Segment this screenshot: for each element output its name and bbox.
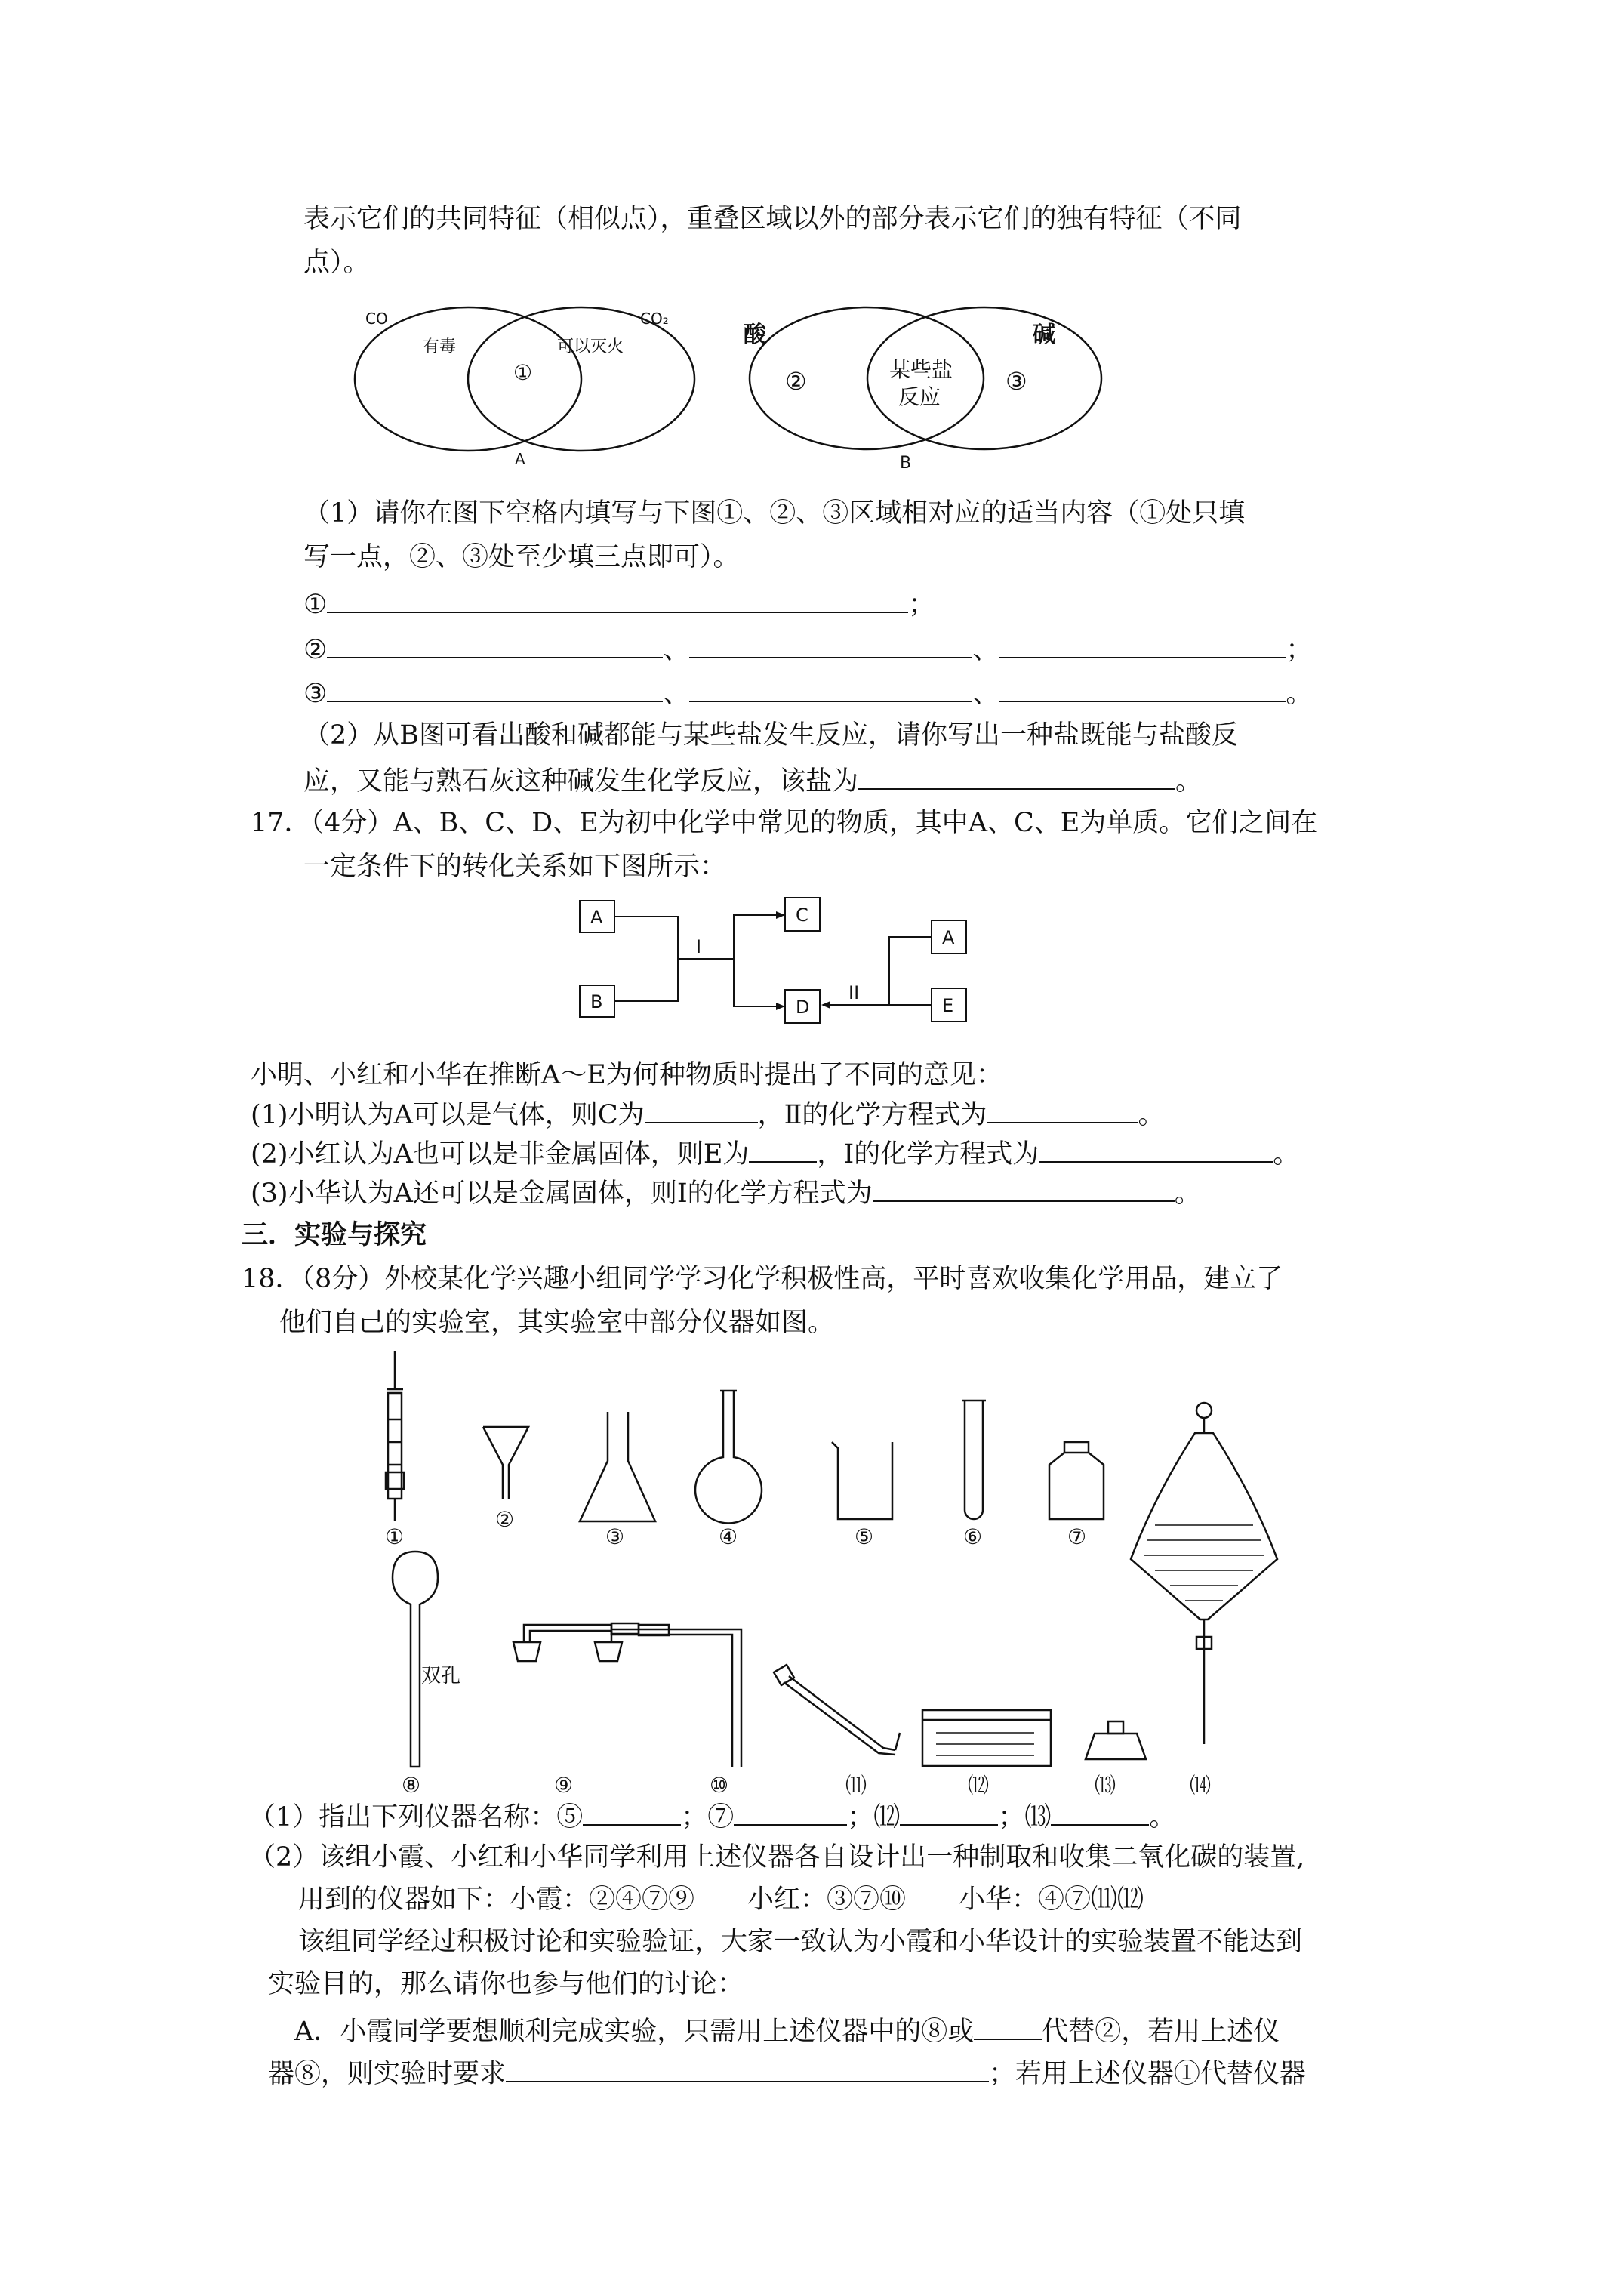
- q16-2-line-1: （2）从B图可看出酸和碱都能与某些盐发生反应，请你写出一种盐既能与盐酸反: [303, 720, 1238, 750]
- row-3-sep-1: 、: [663, 679, 690, 709]
- double-hole-stopper-icon: [513, 1623, 741, 1767]
- blank-7[interactable]: [734, 1798, 847, 1826]
- s3-end: 。: [1174, 1179, 1201, 1209]
- blank-eq2[interactable]: [987, 1096, 1138, 1123]
- answer-row-2: [303, 631, 1312, 667]
- label-4: ④: [719, 1524, 738, 1549]
- label-12: ⑿: [968, 1773, 990, 1798]
- box-a: A: [590, 907, 603, 928]
- q17-s2: [251, 1136, 1299, 1171]
- box-a2: A: [942, 927, 955, 948]
- p1-pre: （1）指出下列仪器名称：⑤: [249, 1802, 584, 1832]
- venn-b-center-1: 某些盐: [889, 357, 953, 382]
- conical-flask-icon: [580, 1412, 655, 1521]
- blank-1[interactable]: [327, 586, 908, 613]
- q17-intro: 小明、小红和小华在推断A～E为何种物质时提出了不同的意见：: [251, 1060, 1002, 1090]
- blank-2c[interactable]: [999, 631, 1286, 658]
- blank-5[interactable]: [583, 1798, 681, 1826]
- blank-e[interactable]: [749, 1136, 817, 1163]
- section-3-title: 三．实验与探究: [242, 1219, 427, 1250]
- thistle-funnel-icon: [393, 1552, 438, 1767]
- q16-1-line-1: （1）请你在图下空格内填写与下图①、②、③区域相对应的适当内容（①处只填: [303, 498, 1246, 529]
- label-14: ⒁: [1190, 1773, 1212, 1798]
- funnel-icon: [483, 1427, 528, 1499]
- label-9: ⑨: [554, 1773, 574, 1798]
- row-2-sep-2: 、: [972, 635, 999, 665]
- blank-salt[interactable]: [858, 763, 1175, 790]
- answer-row-3: [303, 675, 1312, 710]
- venn-a-left-text: 有毒: [423, 337, 457, 356]
- label-shuangkong: 双孔: [421, 1665, 461, 1687]
- row-3-label: ③: [303, 679, 328, 709]
- label-5: ⑤: [855, 1524, 874, 1549]
- blank-2a[interactable]: [327, 631, 663, 658]
- q17-reaction-diagram: [574, 887, 996, 1046]
- venn-b-left-num: ②: [785, 367, 807, 396]
- venn-b: [744, 307, 1101, 473]
- row-3-end: 。: [1286, 679, 1313, 709]
- s1-pre: (1)小明认为A可以是气体，则C为: [251, 1100, 645, 1130]
- label-2: ②: [495, 1507, 515, 1532]
- blank-12[interactable]: [900, 1798, 998, 1826]
- q16-2-line-2-end: 。: [1175, 766, 1203, 797]
- gas-bottle-icon: [1049, 1442, 1104, 1519]
- venn-a: [355, 307, 694, 468]
- q18-line-2: 他们自己的实验室，其实验室中部分仪器如图。: [279, 1308, 835, 1338]
- q16-2-line-2: [303, 763, 1202, 798]
- blank-eq1[interactable]: [1039, 1136, 1273, 1163]
- blank-3a[interactable]: [327, 675, 663, 702]
- s2-mid: ，Ⅰ的化学方程式为: [817, 1139, 1039, 1170]
- blank-3c[interactable]: [999, 675, 1286, 702]
- row-2-end: ；: [1286, 635, 1313, 665]
- blank-requirement[interactable]: [506, 2055, 989, 2082]
- venn-a-center: ①: [513, 360, 533, 385]
- delivery-tube-icon: [774, 1665, 900, 1755]
- blank-3b[interactable]: [689, 675, 972, 702]
- answer-row-1: [303, 586, 935, 621]
- q16-2-line-2-text: 应，又能与熟石灰这种碱发生化学反应，该盐为: [303, 766, 859, 797]
- blank-eq3[interactable]: [873, 1175, 1175, 1202]
- intro-line-1: 表示它们的共同特征（相似点），重叠区域以外的部分表示它们的独有特征（不同: [303, 204, 1242, 234]
- alcohol-lamp-icon: [1086, 1721, 1146, 1759]
- pa-line-2-end: ；若用上述仪器①代替仪器: [989, 2059, 1307, 2089]
- box-b: B: [590, 991, 603, 1012]
- row-2-sep-1: 、: [663, 635, 690, 665]
- q18-p3-line-1: 该组同学经过积极讨论和实验验证，大家一致认为小霞和小华设计的实验装置不能达到: [298, 1927, 1303, 1957]
- label-10: ⑩: [710, 1773, 729, 1798]
- row-1-end: ；: [908, 590, 935, 620]
- q17-line-2: 一定条件下的转化关系如下图所示：: [303, 852, 727, 882]
- box-c: C: [796, 905, 808, 926]
- apparatus-figure: [355, 1351, 1253, 1798]
- q16-1-line-2: 写一点，②、③处至少填三点即可）。: [303, 542, 740, 572]
- beaker-icon: [832, 1442, 892, 1519]
- venn-a-right-label: CO₂: [640, 310, 669, 328]
- venn-b-right-label: 碱: [1033, 322, 1055, 348]
- blank-2b[interactable]: [689, 631, 972, 658]
- q18-p1: [249, 1798, 1175, 1834]
- pa-line-1-pre: A．小霞同学要想顺利完成实验，只需用上述仪器中的⑧或: [294, 2017, 975, 2047]
- blank-replace[interactable]: [974, 2013, 1042, 2040]
- s2-end: 。: [1273, 1139, 1300, 1170]
- p1-b: ；⑿: [847, 1802, 901, 1832]
- venn-a-left-label: CO: [365, 310, 388, 328]
- box-d: D: [796, 997, 810, 1018]
- p1-a: ；⑦: [681, 1802, 735, 1832]
- blank-13[interactable]: [1051, 1798, 1149, 1826]
- box-e: E: [942, 995, 954, 1016]
- q18-p2-line-1: （2）该组小霞、小红和小华同学利用上述仪器各自设计出一种制取和收集二氧化碳的装置,: [249, 1842, 1305, 1872]
- label-13: ⒀: [1095, 1773, 1116, 1798]
- q17-s3: [251, 1175, 1201, 1210]
- q17-s1: [251, 1096, 1164, 1132]
- syringe-icon: [386, 1351, 404, 1521]
- label-6: ⑥: [963, 1524, 983, 1549]
- blank-c[interactable]: [645, 1096, 758, 1123]
- p1-c: ；⒀: [998, 1802, 1052, 1832]
- intro-line-2: 点）。: [303, 248, 370, 278]
- label-8: ⑧: [402, 1773, 421, 1798]
- pa-line-1-end: 代替②，若用上述仪: [1042, 2017, 1280, 2047]
- label-3: ③: [605, 1524, 625, 1549]
- label-roman-1: I: [696, 936, 702, 957]
- venn-a-caption: A: [515, 450, 525, 468]
- round-flask-icon: [695, 1391, 762, 1523]
- venn-b-left-label: 酸: [744, 322, 766, 348]
- venn-b-center-2: 反应: [898, 384, 941, 409]
- s3-pre: (3)小华认为A还可以是金属固体，则I的化学方程式为: [251, 1179, 873, 1209]
- label-7: ⑦: [1067, 1524, 1087, 1549]
- q18-line-1: 18．（8分）外校某化学兴趣小组同学学习化学积极性高，平时喜欢收集化学用品，建立了: [242, 1264, 1283, 1294]
- label-roman-2: II: [848, 982, 860, 1003]
- p1-end: 。: [1149, 1802, 1176, 1832]
- venn-a-right-text: 可以灭火: [557, 337, 624, 356]
- separatory-funnel-icon: [1131, 1403, 1277, 1744]
- row-3-sep-2: 、: [972, 679, 999, 709]
- test-tube-icon: [962, 1401, 986, 1519]
- label-1: ①: [385, 1524, 405, 1549]
- s1-end: 。: [1138, 1100, 1165, 1130]
- row-2-label: ②: [303, 635, 328, 665]
- s1-mid: ，Ⅱ的化学方程式为: [757, 1100, 987, 1130]
- venn-b-right-num: ③: [1006, 367, 1027, 396]
- venn-diagrams: [355, 298, 1079, 479]
- venn-b-caption: B: [900, 454, 912, 473]
- q17-line-1: 17．（4分）A、B、C、D、E为初中化学中常见的物质，其中A、C、E为单质。它们之间在: [251, 808, 1318, 838]
- pa-line-2-pre: 器⑧，则实验时要求: [268, 2059, 507, 2089]
- water-trough-icon: [922, 1710, 1051, 1766]
- s2-pre: (2)小红认为A也可以是非金属固体，则E为: [251, 1139, 750, 1170]
- q18-p2-line-2: 用到的仪器如下：小霞：②④⑦⑨ 小红：③⑦⑩ 小华：④⑦⑾⑿: [298, 1885, 1144, 1915]
- row-1-label: ①: [303, 590, 328, 620]
- q18-p3-line-2: 实验目的，那么请你也参与他们的讨论：: [268, 1969, 744, 1999]
- q18-pa-line-1: [294, 2013, 1280, 2048]
- q18-pa-line-2: [268, 2055, 1306, 2091]
- label-11: ⑾: [845, 1773, 867, 1798]
